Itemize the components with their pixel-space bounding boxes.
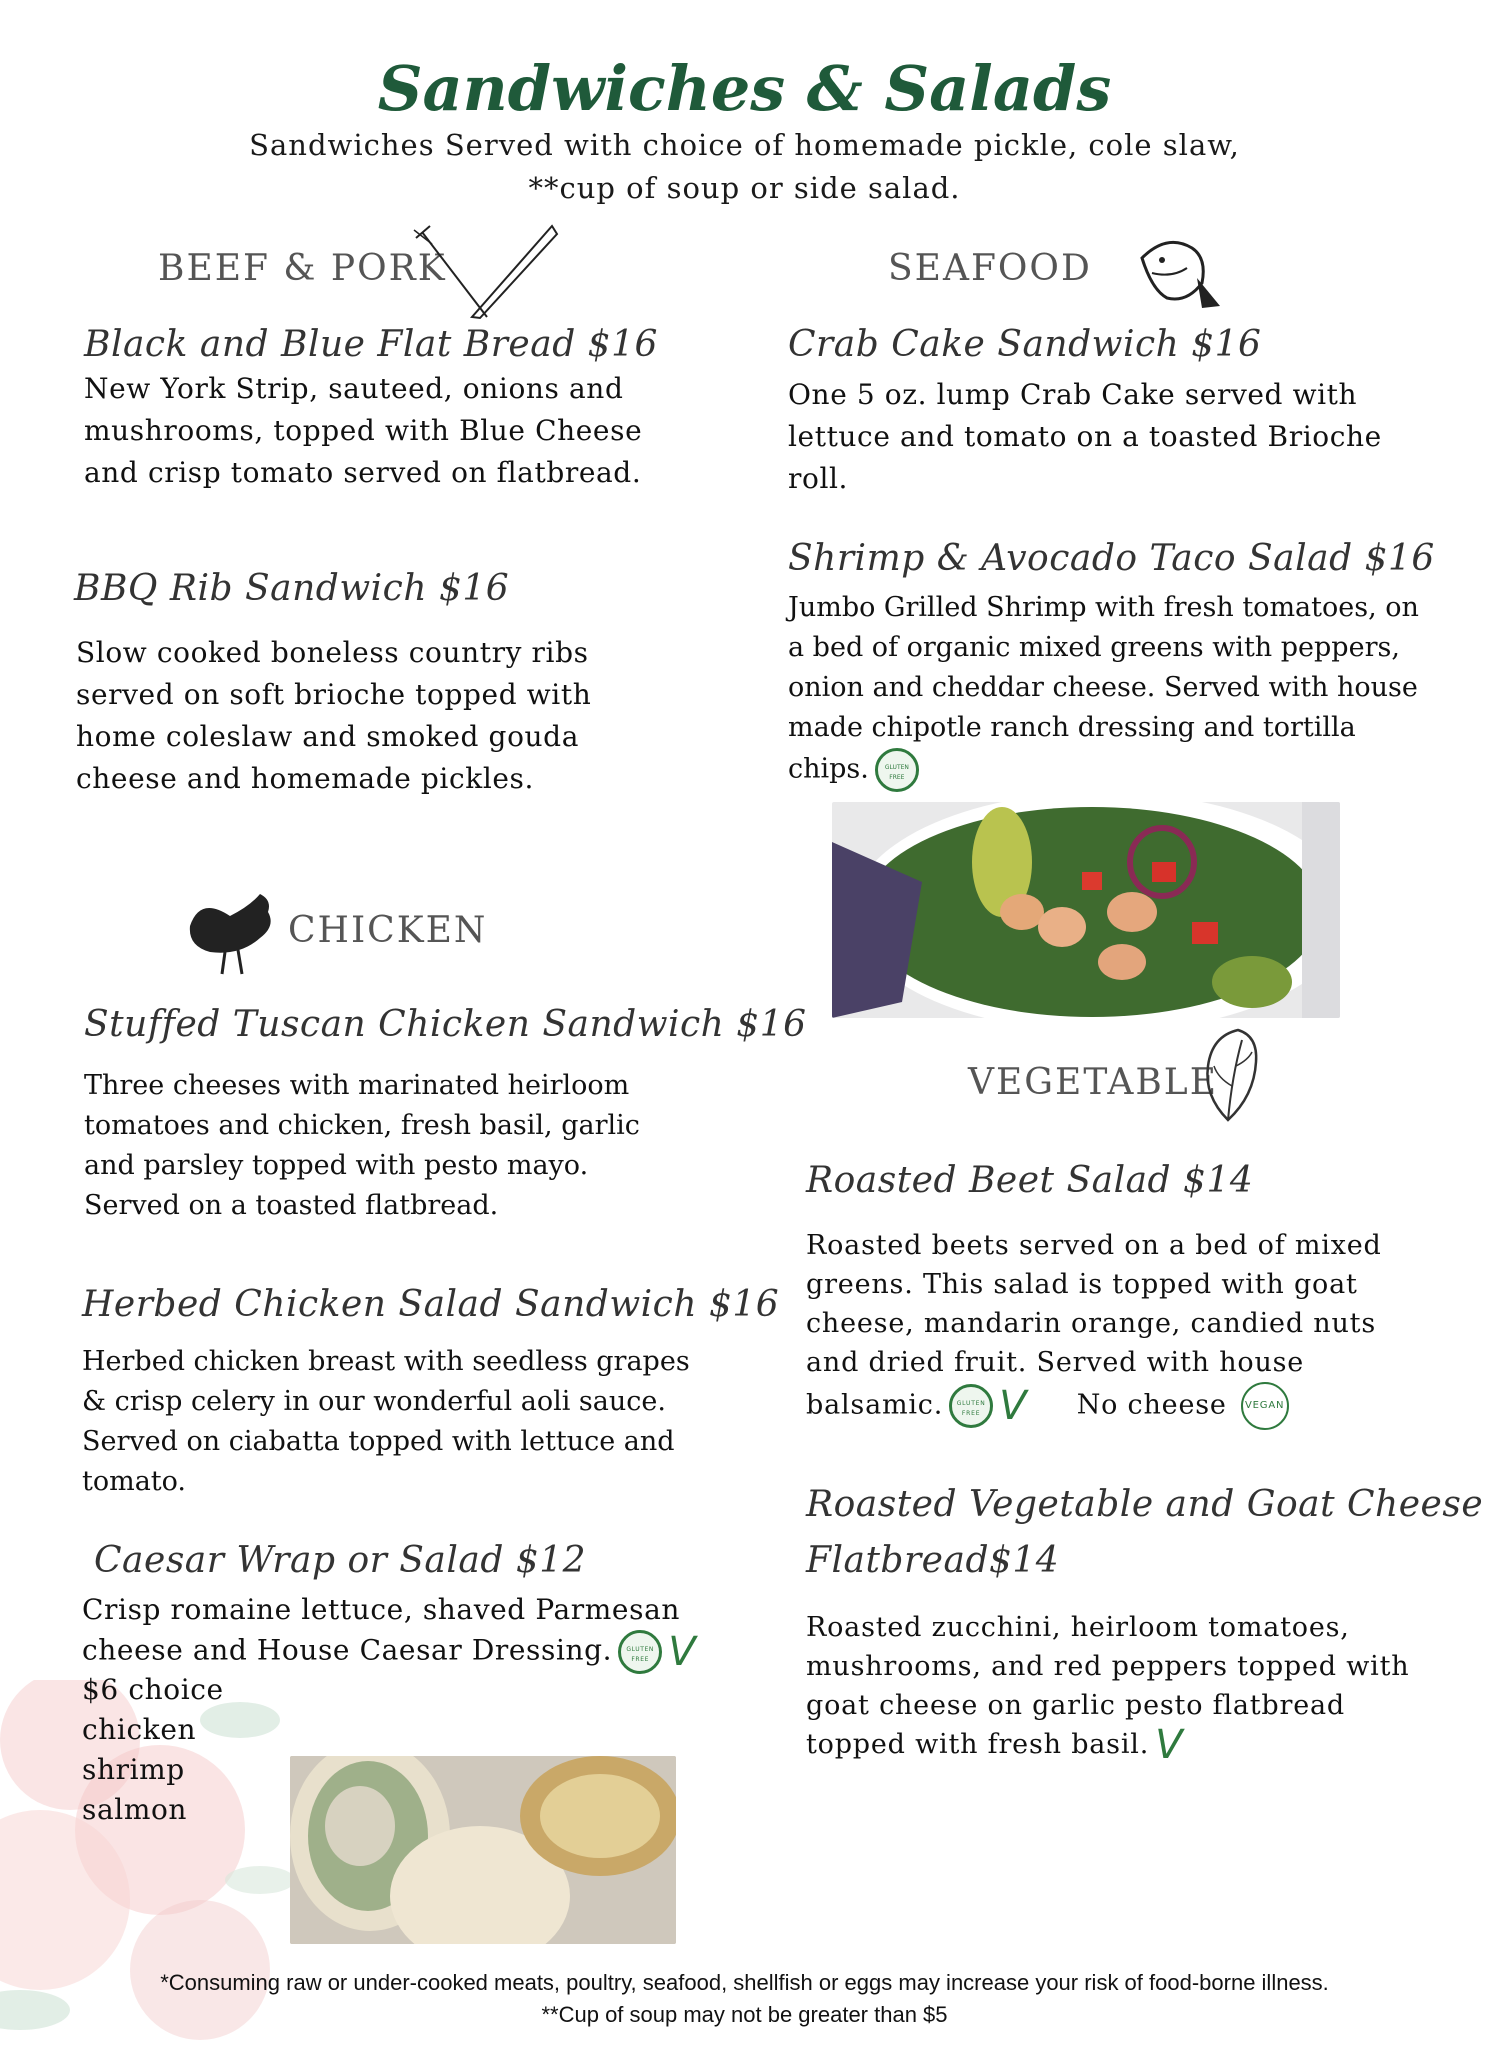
item-name-caesar: Caesar Wrap or Salad $12 (94, 1540, 587, 1581)
vegan-icon: VEGAN (1241, 1382, 1289, 1430)
gluten-free-icon: GLUTEN FREE (618, 1630, 662, 1674)
page-title: Sandwiches & Salads (377, 52, 1112, 125)
caesar-addon-shrimp: shrimp (82, 1753, 185, 1786)
footer-disclaimer: *Consuming raw or under-cooked meats, poultry, seafood, shellfish or eggs may increase your risk of food-borne illness. (160, 1970, 1329, 1995)
gluten-free-icon: GLUTEN FREE (949, 1384, 993, 1428)
item-desc-roasted-veg (806, 1608, 1426, 1768)
item-name-bbq-rib: BBQ Rib Sandwich $16 (74, 568, 510, 609)
beet-salad-desc-text: Roasted beets served on a bed of mixed greens. This salad is topped with goat cheese, mandarin orange, candied nuts and dried fruit. Served with house balsamic. (806, 1230, 1382, 1421)
fish-icon (1132, 228, 1222, 314)
item-name-tuscan-chicken: Stuffed Tuscan Chicken Sandwich $16 (84, 1004, 807, 1045)
section-heading-chicken: CHICKEN (288, 910, 488, 951)
item-name-shrimp-avocado: Shrimp & Avocado Taco Salad $16 (788, 538, 1435, 579)
gluten-free-icon: GLUTEN FREE (875, 748, 919, 792)
item-desc-crab-cake: One 5 oz. lump Crab Cake served with lettuce and tomato on a toasted Brioche roll. (788, 378, 1382, 495)
item-desc-tuscan-chicken: Three cheeses with marinated heirloom tomatoes and chicken, fresh basil, garlic and parsley topped with pesto mayo. Served on a toasted flatbread. (84, 1070, 640, 1221)
shrimp-salad-photo (832, 802, 1340, 1018)
section-heading-seafood: SEAFOOD (888, 248, 1092, 289)
roasted-veg-desc-text: Roasted zucchini, heirloom tomatoes, mushrooms, and red peppers topped with goat cheese on garlic pesto flatbread topped with fresh basil. (806, 1612, 1410, 1760)
item-name-roasted-veg-line2: Flatbread$14 (806, 1540, 1060, 1581)
item-name-black-blue: Black and Blue Flat Bread $16 (84, 324, 658, 365)
item-desc-black-blue: New York Strip, sauteed, onions and mushrooms, topped with Blue Cheese and crisp tomato served on flatbread. (84, 372, 643, 489)
item-desc-bbq-rib: Slow cooked boneless country ribs served on soft brioche topped with home coleslaw and smoked gouda cheese and homemade pickles. (76, 636, 592, 795)
caesar-addons (82, 1670, 224, 1830)
page-subtitle (0, 124, 1489, 210)
item-name-herbed-chicken: Herbed Chicken Salad Sandwich $16 (82, 1284, 780, 1325)
lettuce-icon (1198, 1026, 1262, 1126)
item-name-beet-salad: Roasted Beet Salad $14 (806, 1160, 1254, 1201)
caesar-addon-price: $6 choice (82, 1673, 224, 1706)
no-cheese-label: No cheese (1076, 1389, 1227, 1421)
item-name-crab-cake: Crab Cake Sandwich $16 (788, 324, 1262, 365)
item-desc-herbed-chicken: Herbed chicken breast with seedless grapes & crisp celery in our wonderful aoli sauce. Served on ciabatta topped with lettuce and tomato. (82, 1346, 690, 1497)
item-desc-beet-salad (806, 1226, 1406, 1430)
section-heading-vegetable: VEGETABLE (968, 1062, 1218, 1103)
item-desc-caesar (82, 1590, 722, 1674)
vegetarian-icon: V (668, 1629, 697, 1675)
caesar-desc-text: Crisp romaine lettuce, shaved Parmesan cheese and House Caesar Dressing. (82, 1593, 681, 1667)
item-desc-shrimp-avocado (788, 588, 1438, 792)
section-heading-beef-pork: BEEF & PORK (158, 248, 447, 289)
fork-knife-icon (412, 222, 562, 326)
subtitle-line-2: **cup of soup or side salad. (528, 171, 961, 205)
caesar-addon-chicken: chicken (82, 1713, 197, 1746)
item-name-roasted-veg-line1: Roasted Vegetable and Goat Cheese (806, 1484, 1484, 1525)
vegetarian-icon: V (1155, 1722, 1184, 1768)
caesar-wrap-photo (290, 1756, 676, 1944)
subtitle-line-1: Sandwiches Served with choice of homemade pickle, cole slaw, (249, 128, 1240, 162)
vegetarian-icon: V (999, 1382, 1028, 1429)
shrimp-avocado-desc-text: Jumbo Grilled Shrimp with fresh tomatoes, on a bed of organic mixed greens with peppers, onion and cheddar cheese. Served with house made chipotle ranch dressing and tortilla chips. (788, 592, 1419, 785)
footer-soup-note: **Cup of soup may not be greater than $5 (541, 2002, 948, 2027)
caesar-addon-salmon: salmon (82, 1793, 188, 1826)
rooster-icon (180, 886, 284, 980)
